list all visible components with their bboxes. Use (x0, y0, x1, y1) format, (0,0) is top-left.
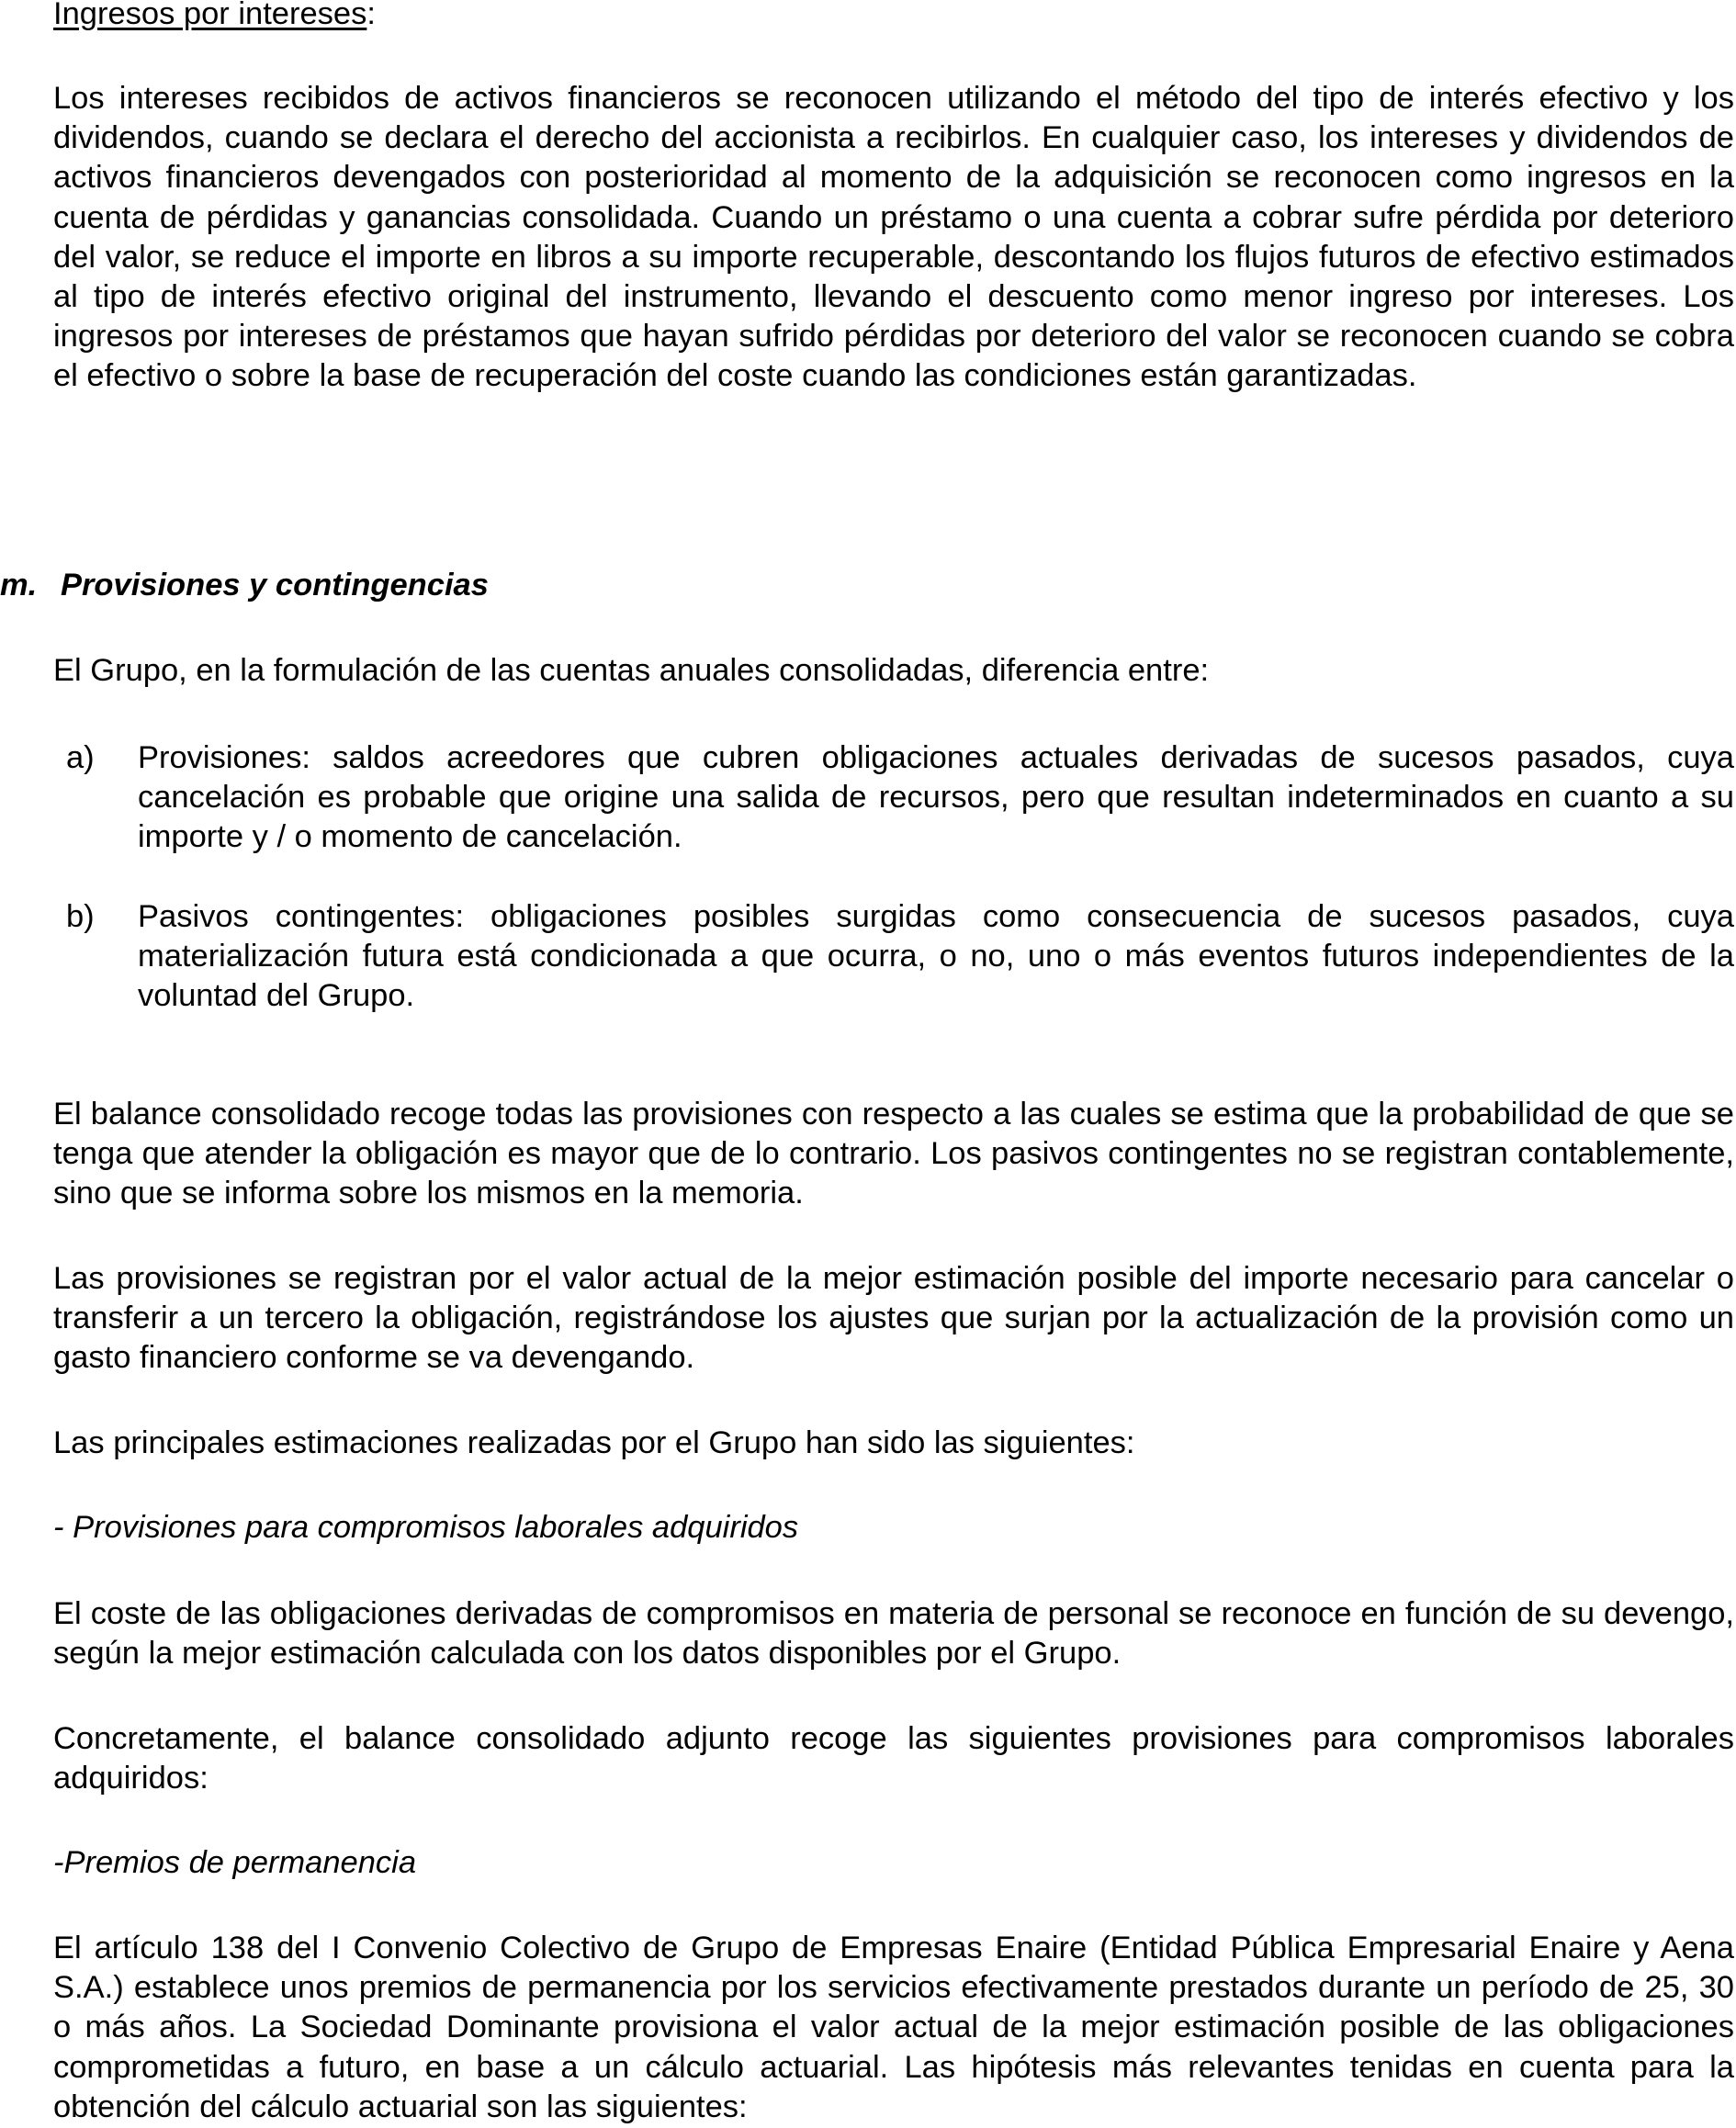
section-m-title: Provisiones y contingencias (61, 568, 489, 602)
list-item-a (66, 738, 1734, 858)
cost-paragraph: El coste de las obligaciones derivadas de compromisos en materia de personal se reconoce en función de su devengo, según la mejor estimación calculada con los datos disponibles por el Grupo. (53, 1596, 1734, 1672)
balance-paragraph: El balance consolidado recoge todas las provisiones con respecto a las cuales se estima que la probabilidad de que se tenga que atender la obligación es mayor que de lo contrario. Los pasivos contingentes no se registran contablemente, sino que se informa sobre los mismos en la memoria. (53, 1097, 1734, 1211)
interest-income-title-colon: : (366, 0, 376, 31)
interest-income-title: Ingresos por intereses (53, 0, 367, 31)
interest-income-title-line (53, 0, 1734, 34)
list-item-a-label: a) (66, 740, 95, 775)
labor-commitments-subheading: - Provisiones para compromisos laborales adquiridos (53, 1510, 799, 1545)
list-item-b (66, 897, 1734, 1017)
section-m-intro: El Grupo, en la formulación de las cuentas anuales consolidadas, diferencia entre: (53, 653, 1210, 688)
valuation-paragraph: Las provisiones se registran por el valor actual de la mejor estimación posible del importe necesario para cancelar o transferir a un tercero la obligación, registrándose los ajustes que surjan por la actualización de la provisión como un gasto financiero conforme se va devengando. (53, 1261, 1734, 1376)
permanence-awards-subheading: -Premios de permanencia (53, 1845, 417, 1880)
article-paragraph: El artículo 138 del I Convenio Colectivo de Grupo de Empresas Enaire (Entidad Pública Empresarial Enaire y Aena S.A.) establece unos premios de permanencia por los servicios efectivamente prestados durante un período de 25, 30 o más años. La Sociedad Dominante provisiona el valor actual de la mejor estimación posible de las obligaciones comprometidas a futuro, en base a un cálculo actuarial. Las hipótesis más relevantes tenidas en cuenta para la obtención del cálculo actuarial son las siguientes: (53, 1931, 1734, 2124)
section-m-heading (0, 566, 489, 605)
list-item-b-label: b) (66, 899, 95, 934)
list-item-a-text: Provisiones: saldos acreedores que cubren obligaciones actuales derivadas de sucesos pasados, cuya cancelación es probable que origine una salida de recursos, pero que resultan indeterminados en cuanto a su importe y / o momento de cancelación. (138, 740, 1734, 855)
list-item-b-text: Pasivos contingentes: obligaciones posibles surgidas como consecuencia de sucesos pasados, cuya materialización futura está condicionada a que ocurra, o no, uno o más eventos futuros independientes de la voluntad del Grupo. (138, 899, 1734, 1014)
interest-income-paragraph: Los intereses recibidos de activos financieros se reconocen utilizando el método del tipo de interés efectivo y los dividendos, cuando se declara el derecho del accionista a recibirlos. En cualquier caso, los intereses y dividendos de activos financieros devengados con posterioridad al momento de la adquisición se reconocen como ingresos en la cuenta de pérdidas y ganancias consolidada. Cuando un préstamo o una cuenta a cobrar sufre pérdida por deterioro del valor, se reduce el importe en libros a su importe recuperable, descontando los flujos futuros de efectivo estimados al tipo de interés efectivo original del instrumento, llevando el descuento como menor ingreso por intereses. Los ingresos por intereses de préstamos que hayan sufrido pérdidas por deterioro del valor se reconocen cuando se cobra el efectivo o sobre la base de recuperación del coste cuando las condiciones están garantizadas. (53, 81, 1734, 394)
specifically-paragraph: Concretamente, el balance consolidado adjunto recoge las siguientes provisiones para compromisos laborales adquiridos: (53, 1721, 1734, 1796)
estimates-paragraph: Las principales estimaciones realizadas por el Grupo han sido las siguientes: (53, 1425, 1135, 1460)
section-m-marker: m. (0, 568, 38, 602)
